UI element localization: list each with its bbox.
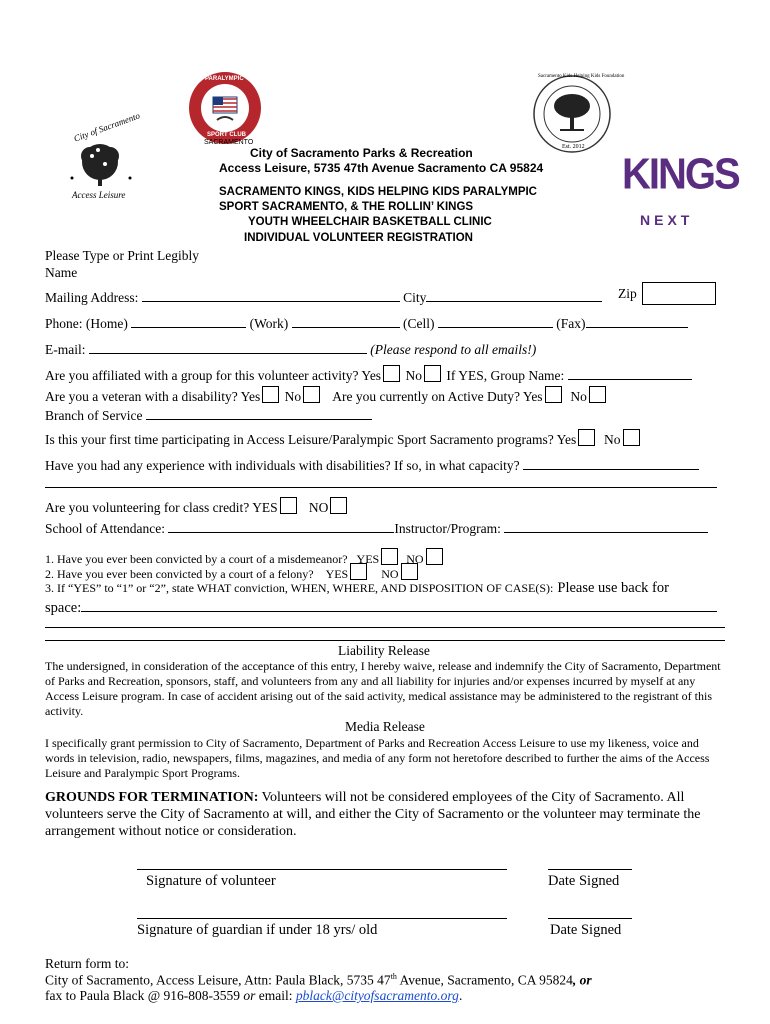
veteran-yes-label: Yes <box>240 389 261 404</box>
return-sup: th <box>390 972 397 981</box>
return-line-3 <box>45 988 462 1004</box>
credit-no-checkbox[interactable] <box>330 497 347 514</box>
return-fax: fax to Paula Black @ 916-808-3559 <box>45 988 244 1003</box>
conv1-no-label: NO <box>406 552 424 566</box>
school-label: School of Attendance: <box>45 521 165 536</box>
kings-wordmark: KINGS <box>622 149 739 199</box>
first-time-yes-label: Yes <box>556 432 577 447</box>
group-yes-label: Yes <box>361 368 382 383</box>
return-address: City of Sacramento, Access Leisure, Attn: Paula Black, 5735 47 <box>45 972 391 988</box>
space-label: space: <box>45 600 82 616</box>
return-line-2 <box>45 972 592 989</box>
branch-row <box>45 407 372 424</box>
conviction-1-question: 1. Have you ever been convicted by a court of a misdemeanor? <box>45 552 348 566</box>
city-label: City <box>403 290 427 305</box>
veteran-question: Are you a veteran with a disability? <box>45 389 238 404</box>
first-time-no-label: No <box>604 432 621 447</box>
branch-field[interactable] <box>146 407 372 420</box>
return-dot: . <box>458 988 463 1003</box>
liability-text: The undersigned, in consideration of the acceptance of this entry, I hereby waive, release and indemnify the City of Sacramento, Department of Parks and Recreation, sponsors, staff, and volunteers from any and all liability for injuries and/or expenses incurred by myself at any Access Leisure program. In case of accident arising out of the said activity, medical assistance may be administered to the registrant of this activity. <box>45 659 721 718</box>
header-line-1: City of Sacramento Parks & Recreation <box>250 146 473 160</box>
return-or-2: or <box>243 988 256 1003</box>
access-leisure-logo <box>60 110 142 206</box>
liability-title: Liability Release <box>338 643 430 658</box>
volunteer-signature-label: Signature of volunteer <box>146 873 276 889</box>
access-top-text: City of Sacramento <box>72 110 142 144</box>
experience-line-2[interactable] <box>45 487 717 488</box>
group-no-checkbox[interactable] <box>424 365 441 382</box>
return-email-link[interactable]: pblack@cityofsacramento.org <box>295 988 459 1003</box>
instructions: Please Type or Print Legibly <box>45 248 200 263</box>
conviction-3-question: 3. If “YES” to “1” or “2”, state WHAT conviction, WHEN, WHERE, AND DISPOSITION OF CASE(S): <box>45 581 554 595</box>
branch-label: Branch of Service <box>45 408 143 423</box>
header-line-6: INDIVIDUAL VOLUNTEER REGISTRATION <box>244 232 473 244</box>
active-no-checkbox[interactable] <box>589 386 606 403</box>
date-label-2: Date Signed <box>550 922 622 938</box>
email-label: E-mail: <box>45 342 86 357</box>
email-row <box>45 341 536 358</box>
conv2-no-checkbox[interactable] <box>401 563 418 580</box>
space-line-3[interactable] <box>45 640 725 641</box>
kids-helping-kids-logo <box>530 70 625 160</box>
conv1-yes-label: YES <box>356 552 380 566</box>
email-field[interactable] <box>89 341 367 354</box>
conv2-no-label: NO <box>381 567 399 581</box>
volunteer-signature-line[interactable] <box>137 869 507 870</box>
mailing-label: Mailing Address: <box>45 290 139 305</box>
school-field[interactable] <box>168 520 394 533</box>
name-label: Name <box>45 265 78 280</box>
cell-label: (Cell) <box>403 316 435 331</box>
conviction-3-tail: Please use back for <box>557 580 669 596</box>
guardian-signature-line[interactable] <box>137 918 507 919</box>
mailing-row <box>45 289 602 306</box>
date-line-1[interactable] <box>548 869 632 870</box>
first-time-no-checkbox[interactable] <box>623 429 640 446</box>
first-time-row <box>45 429 642 448</box>
media-text: I specifically grant permission to City of Sacramento, Department of Parks and Recreation Access Leisure to use my likeness, voice and words in television, radio, newspapers, films, magazines, and media of any form not heretofore described to further the aims of the Access Leisure and Paralympic Sport Programs. <box>45 736 710 780</box>
group-row <box>45 365 692 384</box>
credit-question: Are you volunteering for class credit? <box>45 500 250 515</box>
veteran-row <box>45 386 608 405</box>
kings-next-logo <box>622 149 739 232</box>
first-time-question: Is this your first time participating in Access Leisure/Paralympic Sport Sacramento programs? <box>45 432 554 447</box>
date-line-2[interactable] <box>548 918 632 919</box>
conv2-yes-label: YES <box>325 567 349 581</box>
credit-no-label: NO <box>308 500 329 515</box>
active-no-label: No <box>570 389 587 404</box>
media-title: Media Release <box>345 719 425 734</box>
first-time-yes-checkbox[interactable] <box>578 429 595 446</box>
kids-est-text: Est. 2012 <box>562 144 585 150</box>
group-name-label: If YES, Group Name: <box>446 368 565 383</box>
zip-label: Zip <box>618 286 637 301</box>
group-no-label: No <box>405 368 422 383</box>
paralympic-sport-club-logo <box>185 70 265 150</box>
return-email-label: email: <box>255 988 296 1003</box>
active-duty-question: Are you currently on Active Duty? <box>332 389 521 404</box>
header-line-2: Access Leisure, 5735 47th Avenue Sacramento CA 95824 <box>219 161 544 175</box>
instructor-label: Instructor/Program: <box>394 521 501 536</box>
guardian-signature-label: Signature of guardian if under 18 yrs/ old <box>137 922 378 938</box>
veteran-no-label: No <box>284 389 302 404</box>
kings-next-text: NEXT <box>640 212 694 228</box>
city-field[interactable] <box>426 289 602 302</box>
mailing-field[interactable] <box>142 289 400 302</box>
active-yes-label: Yes <box>522 389 543 404</box>
experience-question: Have you had any experience with individuals with disabilities? If so, in what capacity? <box>45 458 520 473</box>
work-label: (Work) <box>249 316 289 331</box>
paralympic-city-text: SACRAMENTO <box>204 139 254 146</box>
experience-field[interactable] <box>523 457 699 470</box>
grounds-paragraph <box>45 789 725 840</box>
phone-row <box>45 315 688 332</box>
conviction-3-row <box>45 579 669 597</box>
credit-yes-label: YES <box>252 500 278 515</box>
paralympic-bottom-text: SPORT CLUB <box>207 132 246 138</box>
space-row <box>45 597 717 617</box>
phone-home-field[interactable] <box>131 315 246 328</box>
veteran-yes-checkbox[interactable] <box>262 386 279 403</box>
school-row <box>45 520 708 537</box>
kids-ring-text: Sacramento Kids Helping Kids Foundation <box>538 74 625 79</box>
conv1-no-checkbox[interactable] <box>426 548 443 565</box>
veteran-no-checkbox[interactable] <box>303 386 320 403</box>
header-line-5: YOUTH WHEELCHAIR BASKETBALL CLINIC <box>248 216 492 228</box>
active-yes-checkbox[interactable] <box>545 386 562 403</box>
header-line-4: SPORT SACRAMENTO, & THE ROLLIN’ KINGS <box>219 201 474 213</box>
credit-row <box>45 497 349 516</box>
phone-home-label: Phone: (Home) <box>45 316 128 331</box>
credit-yes-checkbox[interactable] <box>280 497 297 514</box>
space-line-2[interactable] <box>45 627 725 628</box>
conv2-yes-checkbox[interactable] <box>350 563 367 580</box>
instructor-field[interactable] <box>504 520 708 533</box>
group-yes-checkbox[interactable] <box>383 365 400 382</box>
group-name-field[interactable] <box>568 367 692 380</box>
grounds-label: GROUNDS FOR TERMINATION: <box>45 790 259 805</box>
return-address-b: Avenue, Sacramento, CA 95824 <box>396 972 573 988</box>
email-note: (Please respond to all emails!) <box>370 342 537 357</box>
paralympic-top-text: PARALYMPIC <box>205 76 244 82</box>
access-bottom-text: Access Leisure <box>72 190 126 200</box>
return-line-1: Return form to: <box>45 956 129 971</box>
date-label-1: Date Signed <box>548 873 620 889</box>
return-or-1: , or <box>572 972 592 988</box>
group-question: Are you affiliated with a group for this volunteer activity? <box>45 368 359 383</box>
grounds-text: Volunteers will not be considered employees of the City of Sacramento. All volunteers serve the City of Sacramento at will, and either the City of Sacramento or the volunteer may terminate the arrangement without notice or consideration. <box>45 790 701 839</box>
work-field[interactable] <box>292 315 400 328</box>
header-line-3: SACRAMENTO KINGS, KIDS HELPING KIDS PARALYMPIC <box>219 186 537 198</box>
fax-label: (Fax) <box>556 316 586 331</box>
conviction-2-question: 2. Have you ever been convicted by a court of a felony? <box>45 567 314 581</box>
fax-field[interactable] <box>586 315 688 328</box>
zip-field[interactable] <box>642 282 716 305</box>
space-field[interactable] <box>81 597 717 612</box>
cell-field[interactable] <box>438 315 553 328</box>
experience-row <box>45 457 699 474</box>
